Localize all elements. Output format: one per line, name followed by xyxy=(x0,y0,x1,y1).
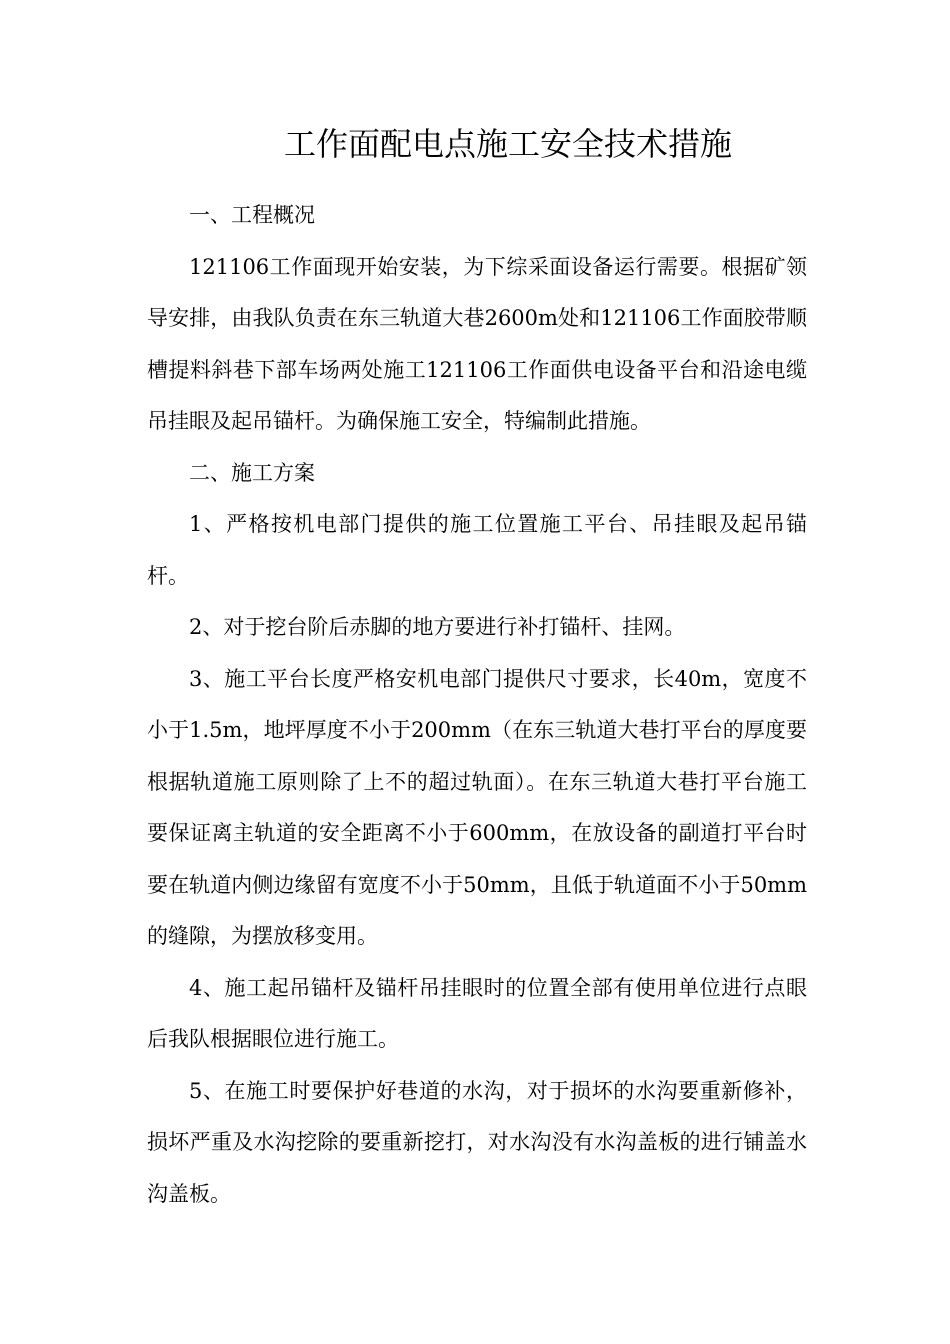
plan-item-5: 5、在施工时要保护好巷道的水沟，对于损坏的水沟要重新修补，损坏严重及水沟挖除的要重新挖打，对水沟没有水沟盖板的进行铺盖水沟盖板。 xyxy=(147,1078,807,1206)
plan-item-2: 2、对于挖台阶后赤脚的地方要进行补打锚杆、挂网。 xyxy=(189,615,686,639)
overview-paragraph: 121106工作面现开始安装，为下综采面设备运行需要。根据矿领导安排，由我队负责在东三轨道大巷2600m处和121106工作面胶带顺槽提料斜巷下部车场两处施工121106工作面供电设备平台和沿途电缆吊挂眼及起吊锚杆。为确保施工安全，特编制此措施。 xyxy=(147,254,807,433)
plan-item-1: 1、严格按机电部门提供的施工位置施工平台、吊挂眼及起吊锚杆。 xyxy=(147,512,807,588)
document-body xyxy=(147,190,807,1220)
document-title: 工作面配电点施工安全技术措施 xyxy=(283,125,732,163)
plan-item-3: 3、施工平台长度严格安机电部门提供尺寸要求，长40m，宽度不小于1.5m，地坪厚度不小于200mm（在东三轨道大巷打平台的厚度要根据轨道施工原则除了上不的超过轨面）。在东三轨道大巷打平台施工要保证离主轨道的安全距离不小于600mm，在放设备的副道打平台时要在轨道内侧边缘留有宽度不小于50mm，且低于轨道面不小于50mm的缝隙，为摆放移变用。 xyxy=(147,666,807,948)
plan-item-4: 4、施工起吊锚杆及锚杆吊挂眼时的位置全部有使用单位进行点眼后我队根据眼位进行施工。 xyxy=(147,975,807,1051)
section-heading-overview: 一、工程概况 xyxy=(189,203,315,227)
section-heading-plan: 二、施工方案 xyxy=(189,460,315,485)
